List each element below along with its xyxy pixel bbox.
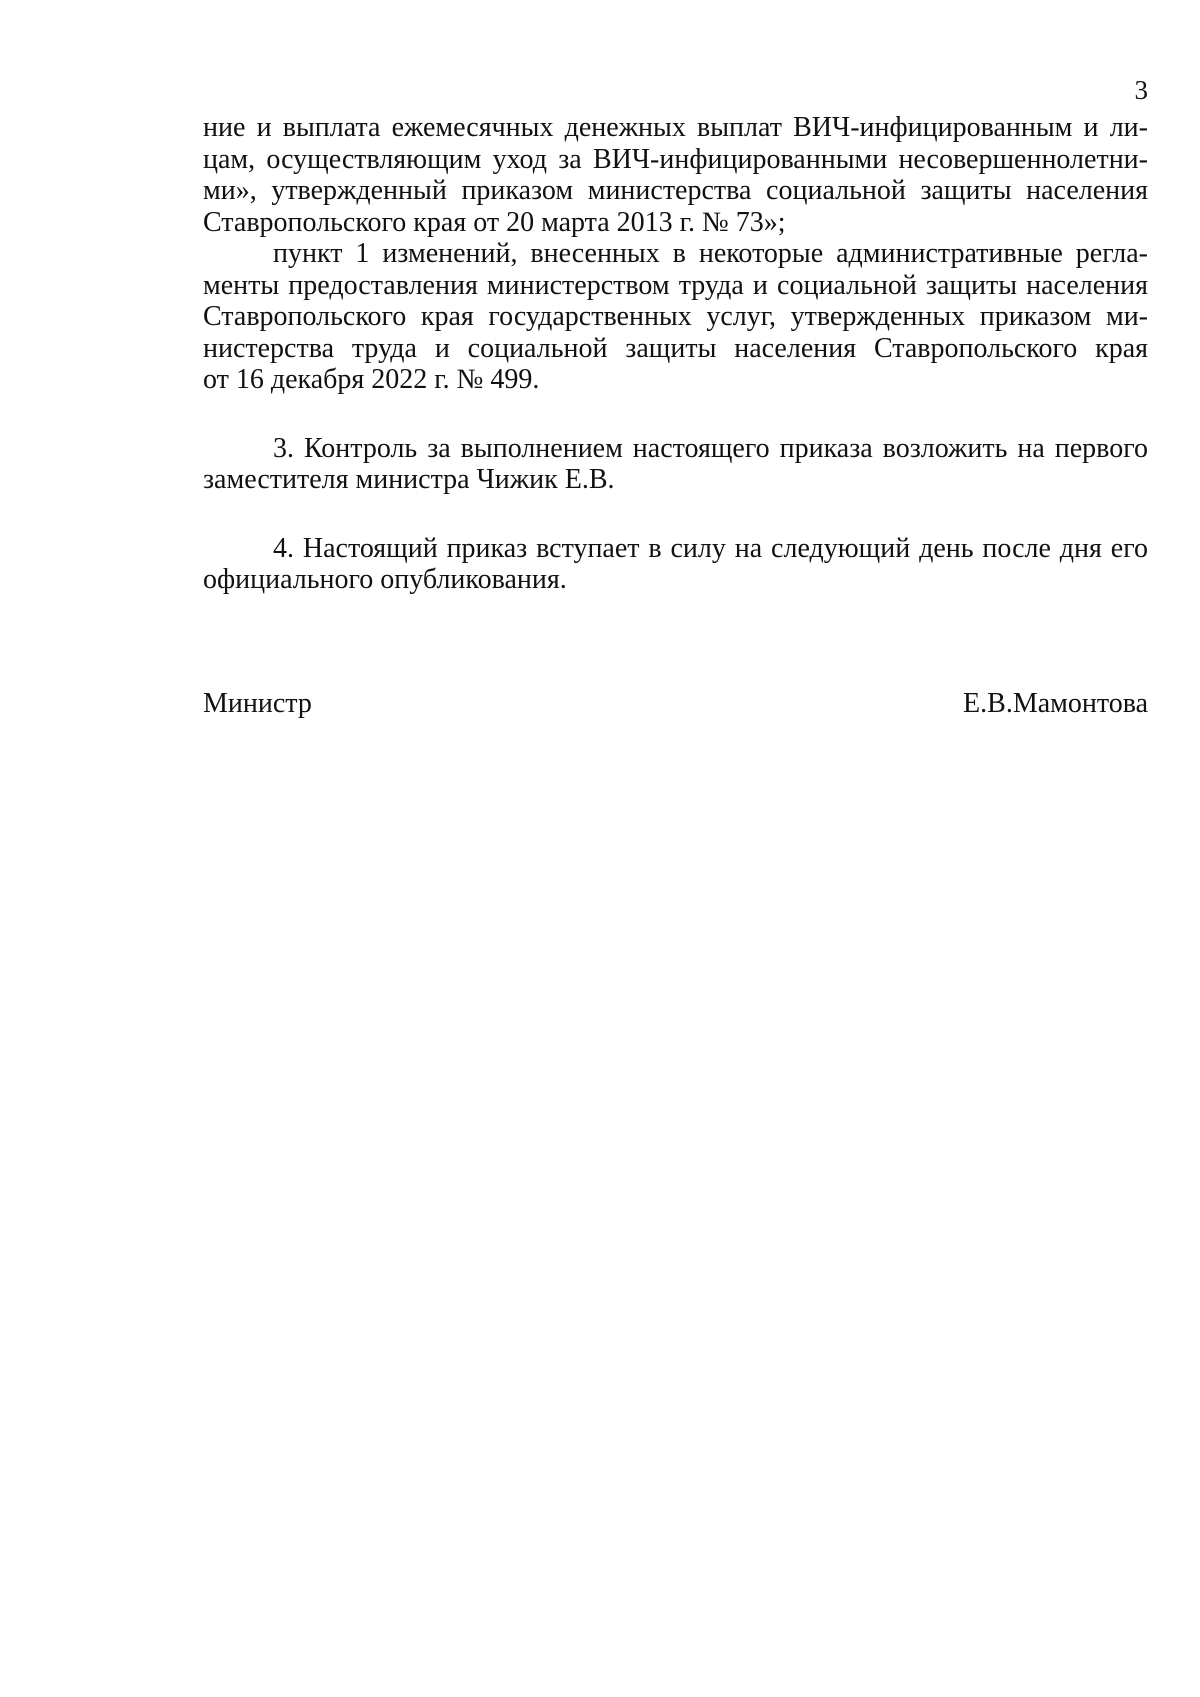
paragraph-continuation <box>203 112 1148 238</box>
paragraph-gap <box>203 396 1148 433</box>
paragraph-item-1-amendments <box>203 238 1148 396</box>
page-number: 3 <box>1134 75 1148 105</box>
text-line: пункт 1 изменений, внесенных в некоторые административные регла- <box>273 238 1148 269</box>
text-line: Ставропольского края государственных услуг, утвержденных приказом ми- <box>203 301 1148 332</box>
paragraph-gap <box>203 496 1148 533</box>
text-line: 4. Настоящий приказ вступает в силу на следующий день после дня его <box>273 532 1148 564</box>
text-line: официального опубликования. <box>203 564 567 595</box>
text-line: ние и выплата ежемесячных денежных выплат ВИЧ-инфицированным и ли- <box>203 112 1148 143</box>
document-body <box>203 112 1148 596</box>
text-line: заместителя министра Чижик Е.В. <box>203 464 615 495</box>
text-line: нистерства труда и социальной защиты населения Ставропольского края <box>203 332 1148 364</box>
text-line: ми», утвержденный приказом министерства социальной защиты населения <box>203 175 1148 206</box>
text-line: цам, осуществляющим уход за ВИЧ-инфицированными несовершеннолетни- <box>203 143 1148 175</box>
text-line: Ставропольского края от 20 марта 2013 г. № 73»; <box>203 206 786 238</box>
signatory-position: Министр <box>203 688 312 719</box>
signature-block <box>203 688 1148 720</box>
paragraph-4-effective-date <box>203 533 1148 596</box>
text-line: менты предоставления министерством труда и социальной защиты населения <box>203 269 1148 301</box>
signatory-name: Е.В.Мамонтова <box>963 688 1148 719</box>
paragraph-3-control <box>203 433 1148 496</box>
text-line: 3. Контроль за выполнением настоящего приказа возложить на первого <box>273 432 1148 464</box>
text-line: от 16 декабря 2022 г. № 499. <box>203 364 540 395</box>
